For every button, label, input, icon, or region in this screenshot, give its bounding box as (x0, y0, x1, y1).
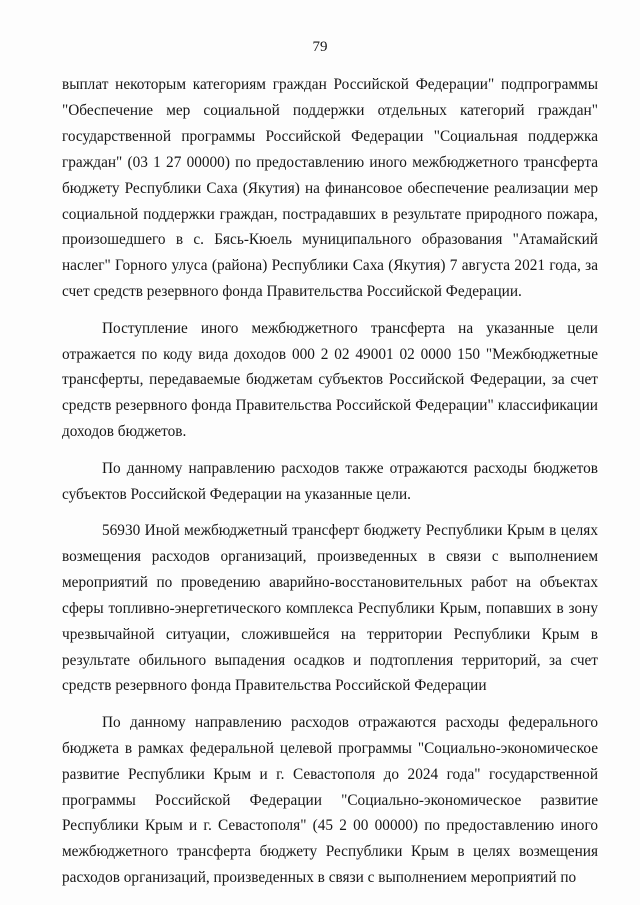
paragraph-federal-expenses: По данному направлению расходов отражаются расходы федерального бюджета в рамках федеральной целевой программы "Социально-экономическое развитие Республики Крым и г. Севастополя до 2024 года" государственной программы Российской Федерации "Социально-экономическое развитие Республики Крым и г. Севастополя" (45 2 00 00000) по предоставлению иного межбюджетного трансферта бюджету Республики Крым в целях возмещения расходов организаций, произведенных в связи с выполнением мероприятий по (62, 713, 598, 887)
page-number: 79 (312, 39, 328, 55)
paragraph-code-56930: 56930 Иной межбюджетный трансферт бюджету Республики Крым в целях возмещения расходов организаций, произведенных в связи с выполнением мероприятий по проведению аварийно-восстановительных работ на объектах сферы топливно-энергетического комплекса Республики Крым, попавших в зону чрезвычайной ситуации, сложившейся на территории Республики Крым в результате обильного выпадения осадков и подтопления территорий, за счет средств резервного фонда Правительства Российской Федерации (62, 522, 598, 695)
document-body (62, 72, 598, 891)
paragraph-continuation: выплат некоторым категориям граждан Российской Федерации" подпрограммы "Обеспечение мер социальной поддержки отдельных категорий граждан" государственной программы Российской Федерации "Социальная поддержка граждан" (03 1 27 00000) по предоставлению иного межбюджетного трансферта бюджету Республики Саха (Якутия) на финансовое обеспечение реализации мер социальной поддержки граждан, пострадавших в результате природного пожара, произошедшего в с. Бясь-Кюель муниципального образования "Атамайский наслег" Горного улуса (района) Республики Саха (Якутия) 7 августа 2021 года, за счет средств резервного фонда Правительства Российской Федерации. (62, 76, 598, 301)
paragraph-revenue-code: Поступление иного межбюджетного трансферта на указанные цели отражается по коду вида доходов 000 2 02 49001 02 0000 150 "Межбюджетные трансферты, передаваемые бюджетам субъектов Российской Федерации, за счет средств резервного фонда Правительства Российской Федерации" классификации доходов бюджетов. (62, 319, 598, 441)
paragraph-regional-expenses: По данному направлению расходов также отражаются расходы бюджетов субъектов Российской Федерации на указанные цели. (62, 459, 598, 503)
